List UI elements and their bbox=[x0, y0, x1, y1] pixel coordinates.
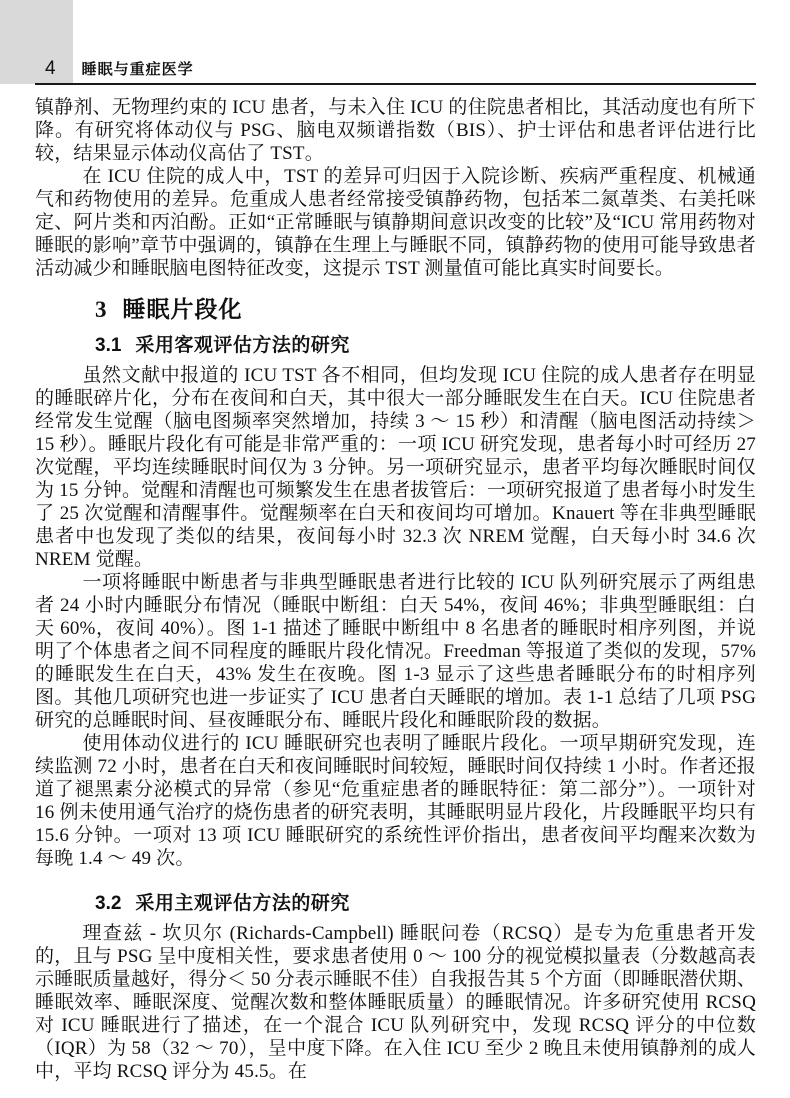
subsection-heading bbox=[95, 333, 756, 358]
body-paragraph: 在 ICU 住院的成人中，TST 的差异可归因于入院诊断、疾病严重程度、机械通气和药物使用的差异。危重成人患者经常接受镇静药物，包括苯二氮䓬类、右美托咪定、阿片类和丙泊酚。正如“正常睡眠与镇静期间意识改变的比较”及“ICU 常用药物对睡眠的影响”章节中强调的，镇静在生理上与睡眠不同，镇静药物的使用可能导致患者活动减少和睡眠脑电图特征改变，这提示 TST 测量值可能比真实时间要长。 bbox=[35, 166, 756, 279]
running-header bbox=[35, 0, 756, 85]
subsection-number: 3.1 bbox=[95, 335, 122, 356]
body-paragraph: 理查兹 - 坎贝尔 (Richards-Campbell) 睡眠问卷（RCSQ）是专为危重患者开发的，且与 PSG 呈中度相关性，要求患者使用 0 ～ 100 分的视觉模拟量表（分数越高表示睡眠质量越好，得分＜ 50 分表示睡眠不佳）自我报告其 5 个方面（即睡眠潜伏期、睡眠效率、睡眠深度、觉醒次数和整体睡眠质量）的睡眠情况。许多研究使用 RCSQ 对 ICU 睡眠进行了描述，在一个混合 ICU 队列研究中，发现 RCSQ 评分的中位数（IQR）为 58（32 ～ 70），呈中度下降。在入住 ICU 至少 2 晚且未使用镇静剂的成人中，平均 RCSQ 评分为 45.5。在 bbox=[35, 923, 756, 1082]
body-text-column bbox=[35, 85, 756, 1083]
body-paragraph: 使用体动仪进行的 ICU 睡眠研究也表明了睡眠片段化。一项早期研究发现，连续监测 72 小时，患者在白天和夜间睡眠时间较短，睡眠时间仅持续 1 小时。作者还报道了褪黑素分泌模式的异常（参见“危重症患者的睡眠特征：第二部分”）。一项针对 16 例未使用通气治疗的烧伤患者的研究表明，其睡眠明显片段化，片段睡眠平均只有 15.6 分钟。一项对 13 项 ICU 睡眠研究的系统性评价指出，患者夜间平均醒来次数为每晚 1.4 ～ 49 次。 bbox=[35, 733, 756, 869]
page-number: 4 bbox=[45, 58, 56, 79]
section-title: 睡眠片段化 bbox=[122, 297, 243, 322]
subsection-title: 采用客观评估方法的研究 bbox=[135, 335, 350, 356]
section-number: 3 bbox=[95, 297, 107, 322]
subsection-title: 采用主观评估方法的研究 bbox=[135, 893, 350, 914]
body-paragraph: 一项将睡眠中断患者与非典型睡眠患者进行比较的 ICU 队列研究展示了两组患者 24 小时内睡眠分布情况（睡眠中断组：白天 54%，夜间 46%；非典型睡眠组：白天 60%，夜间 40%）。图 1-1 描述了睡眠中断组中 8 名患者的睡眠时相序列图，并说明了个体患者之间不同程度的睡眠片段化情况。Freedman 等报道了类似的发现，57% 的睡眠发生在白天，43% 发生在夜晚。图 1-3 显示了这些患者睡眠分布的时相序列图。其他几项研究也进一步证实了 ICU 患者白天睡眠的增加。表 1-1 总结了几项 PSG 研究的总睡眠时间、昼夜睡眠分布、睡眠片段化和睡眠阶段的数据。 bbox=[35, 572, 756, 731]
section-heading bbox=[95, 295, 756, 325]
running-header-title: 睡眠与重症医学 bbox=[81, 60, 194, 78]
body-paragraph: 镇静剂、无物理约束的 ICU 患者，与未入住 ICU 的住院患者相比，其活动度也有所下降。有研究将体动仪与 PSG、脑电双频谱指数（BIS）、护士评估和患者评估进行比较，结果显示体动仪高估了 TST。 bbox=[35, 97, 756, 164]
subsection-heading bbox=[95, 891, 756, 916]
body-paragraph: 虽然文献中报道的 ICU TST 各不相同，但均发现 ICU 住院的成人患者存在明显的睡眠碎片化，分布在夜间和白天，其中很大一部分睡眠发生在白天。ICU 住院患者经常发生觉醒（脑电图频率突然增加，持续 3 ～ 15 秒）和清醒（脑电图活动持续＞ 15 秒）。睡眠片段化有可能是非常严重的：一项 ICU 研究发现，患者每小时可经历 27 次觉醒，平均连续睡眠时间仅为 3 分钟。另一项研究显示，患者平均每次睡眠时间仅为 15 分钟。觉醒和清醒也可频繁发生在患者拔管后：一项研究报道了患者每小时发生了 25 次觉醒和清醒事件。觉醒频率在白天和夜间均可增加。Knauert 等在非典型睡眠患者中也发现了类似的结果，夜间每小时 32.3 次 NREM 觉醒，白天每小时 34.6 次 NREM 觉醒。 bbox=[35, 365, 756, 570]
subsection-number: 3.2 bbox=[95, 893, 122, 914]
